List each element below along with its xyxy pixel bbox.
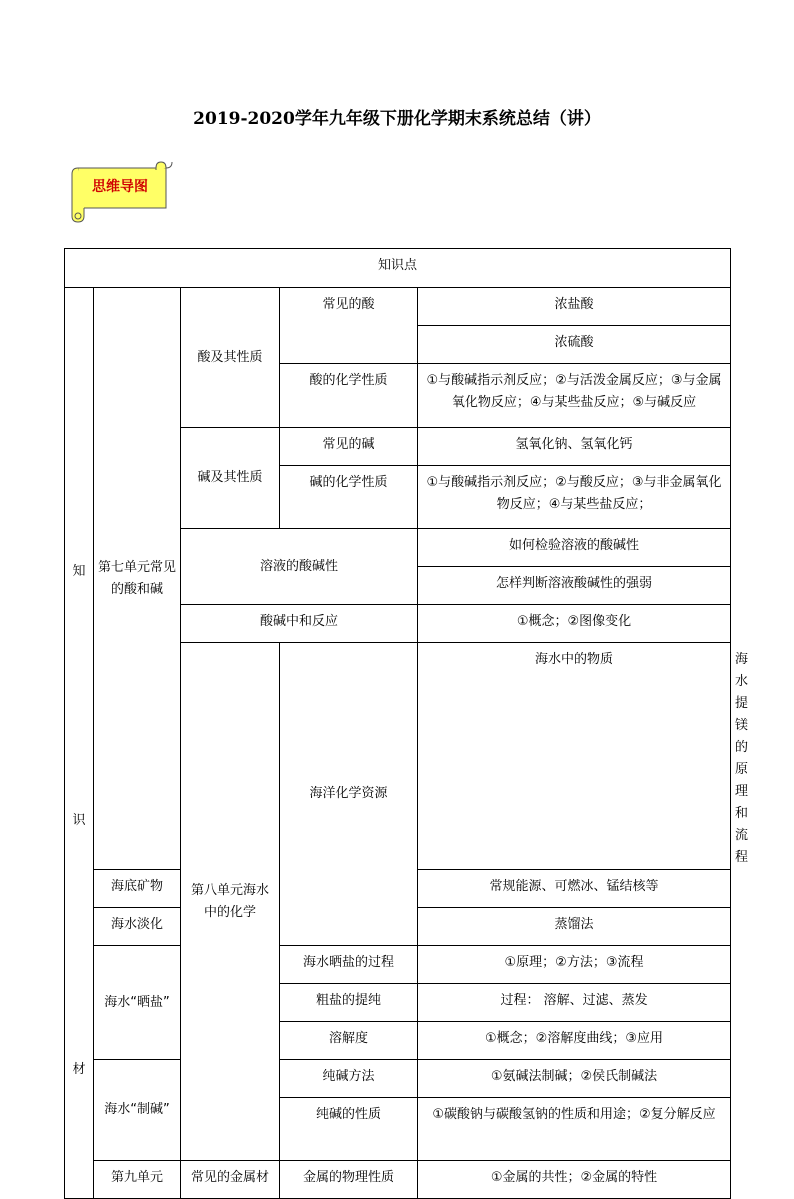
side-label-cell	[65, 288, 94, 1199]
ocean-row-label: 海水淡化	[94, 908, 181, 946]
acid-chem-label: 酸的化学性质	[280, 364, 418, 428]
salt-row-label: 海水晒盐的过程	[280, 946, 418, 984]
ocean-row-label: 海水中的物质	[418, 643, 731, 870]
sea-salt-label: 海水“晒盐”	[94, 946, 181, 1060]
mind-map-badge	[66, 158, 174, 224]
unit9-label: 第九单元	[94, 1161, 181, 1199]
ocean-row-label: 海底矿物	[94, 870, 181, 908]
common-base-value: 氢氧化钠、氢氧化钙	[418, 428, 731, 466]
table-header: 知识点	[65, 249, 731, 288]
neutralization-value: ①概念；②图像变化	[418, 605, 731, 643]
document-title: 2019-2020学年九年级下册化学期末系统总结（讲）	[193, 109, 601, 129]
soda-row-value: ①氨碱法制碱；②侯氏制碱法	[418, 1060, 731, 1098]
side-label-char: 知	[72, 563, 86, 579]
salt-row-value: ①概念；②溶解度曲线；③应用	[418, 1022, 731, 1060]
acidity-item: 如何检验溶液的酸碱性	[418, 529, 731, 567]
salt-row-value: ①原理；②方法；③流程	[418, 946, 731, 984]
metal-materials-label: 常见的金属材	[181, 1161, 280, 1199]
neutralization-label: 酸碱中和反应	[181, 605, 418, 643]
side-label-char: 识	[72, 812, 86, 828]
metal-row-value: ①金属的共性；②金属的特性	[418, 1161, 731, 1199]
soda-row-label: 纯碱方法	[280, 1060, 418, 1098]
common-acid-item: 浓硫酸	[418, 326, 731, 364]
knowledge-table: 知识点 知 识 材 第七单元常见的酸和碱 酸及其性质 常见的酸 浓盐酸 浓硫酸 酸的化学性质 ①与酸碱指示剂反应；②与活泼金属反应；③与金属氧化物反应；④与某些盐反应；⑤与碱反应 碱及其性质 常见的碱 氢氧化钠、氢氧化钙 碱的化学性质 ①与酸碱指示剂反应；②与酸反应；③与非金属氧化物反应；④与某些盐反应； 溶液的酸碱性 如何检验溶液的酸碱性 怎样判断溶液酸碱性的强弱 酸碱中和反应 ①概念；②图像变化 第八单元海水中的化学 海洋化学资源 海水中的物质 海水提镁的原理和流程 海底矿物 常规能源、可燃冰、锰结核等 海水淡化 蒸馏法 海水“晒盐” 海水晒盐的过程 ①原理；②方法；③流程 粗盐的提纯 过程： 溶解、过滤、蒸发 溶解度 ①概念；②溶解度曲线；③应用 海水“制碱” 纯碱方法 ①氨碱法制碱；②侯氏制碱法 纯碱的性质 ①碳酸钠与碳酸氢钠的性质和用途；②复分解反应 第九单元 常见的金属材 金属的物理性质 ①金属的共性；②金属的特性	[64, 248, 731, 1199]
salt-row-value: 过程： 溶解、过滤、蒸发	[418, 984, 731, 1022]
soda-making-label: 海水“制碱”	[94, 1060, 181, 1161]
soda-row-label: 纯碱的性质	[280, 1098, 418, 1161]
soda-row-value: ①碳酸钠与碳酸氢钠的性质和用途；②复分解反应	[418, 1098, 731, 1161]
base-properties-label: 碱及其性质	[181, 428, 280, 529]
common-base-label: 常见的碱	[280, 428, 418, 466]
unit7-label: 第七单元常见的酸和碱	[94, 288, 181, 870]
metal-row-label: 金属的物理性质	[280, 1161, 418, 1199]
acid-properties-label: 酸及其性质	[181, 288, 280, 428]
unit8-label: 第八单元海水中的化学	[181, 643, 280, 1161]
common-acid-item: 浓盐酸	[418, 288, 731, 326]
ocean-row-value: 常规能源、可燃冰、锰结核等	[418, 870, 731, 908]
ocean-row-value: 蒸馏法	[418, 908, 731, 946]
acid-chem-value: ①与酸碱指示剂反应；②与活泼金属反应；③与金属氧化物反应；④与某些盐反应；⑤与碱反应	[418, 364, 731, 428]
ocean-resources-label: 海洋化学资源	[280, 643, 418, 946]
base-chem-value: ①与酸碱指示剂反应；②与酸反应；③与非金属氧化物反应；④与某些盐反应；	[418, 466, 731, 529]
acidity-item: 怎样判断溶液酸碱性的强弱	[418, 567, 731, 605]
side-label-char: 材	[72, 1061, 86, 1077]
common-acid-label: 常见的酸	[280, 288, 418, 364]
base-chem-label: 碱的化学性质	[280, 466, 418, 529]
acidity-label: 溶液的酸碱性	[181, 529, 418, 605]
salt-row-label: 溶解度	[280, 1022, 418, 1060]
salt-row-label: 粗盐的提纯	[280, 984, 418, 1022]
badge-label: 思维导图	[92, 179, 148, 195]
